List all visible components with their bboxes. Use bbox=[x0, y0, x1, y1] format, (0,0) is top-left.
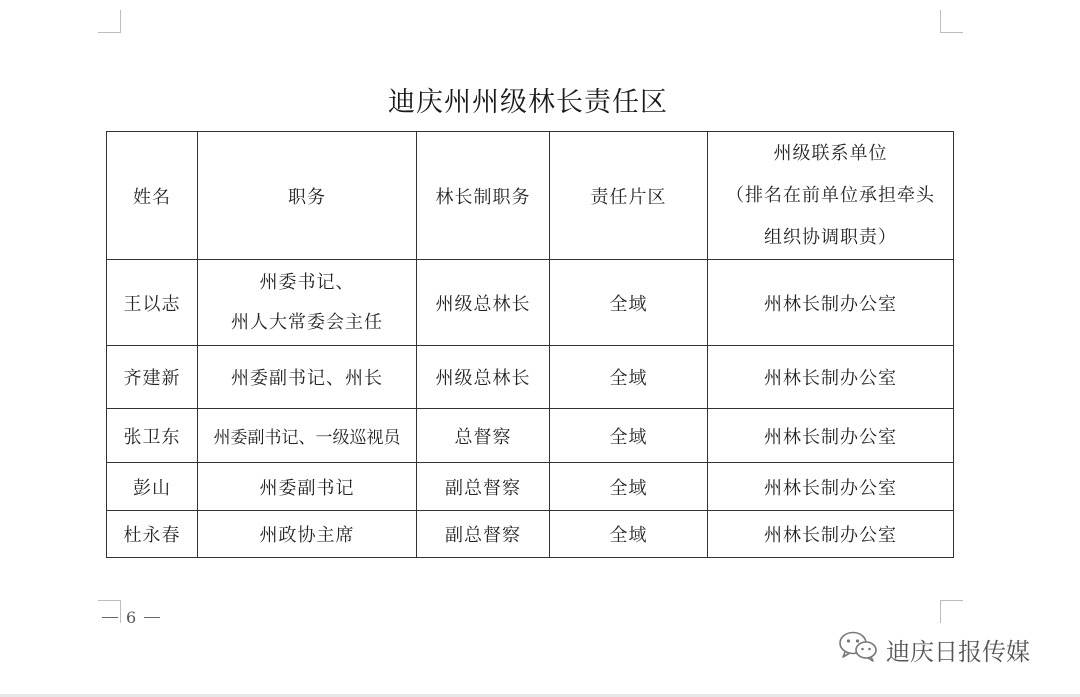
cell-area: 全域 bbox=[550, 409, 708, 463]
responsibility-table bbox=[106, 131, 954, 558]
table-row bbox=[107, 511, 954, 558]
cell-name: 齐建新 bbox=[107, 346, 198, 409]
cell-liaison: 州林长制办公室 bbox=[708, 511, 954, 558]
header-position: 职务 bbox=[198, 132, 417, 260]
cell-position-line1: 州委书记、 bbox=[259, 271, 355, 293]
cell-area: 全域 bbox=[550, 346, 708, 409]
cell-role: 副总督察 bbox=[417, 463, 550, 511]
page-number-dash-right bbox=[144, 617, 160, 618]
cell-position: 州政协主席 bbox=[198, 511, 417, 558]
header-liaison-line3: 组织协调职责） bbox=[764, 226, 897, 248]
crop-mark-top-right bbox=[940, 10, 963, 33]
cell-role: 副总督察 bbox=[417, 511, 550, 558]
header-area: 责任片区 bbox=[550, 132, 708, 260]
cell-name: 杜永春 bbox=[107, 511, 198, 558]
header-liaison-line2: （排名在前单位承担牵头 bbox=[726, 184, 935, 206]
table-row bbox=[107, 409, 954, 463]
cell-role: 州级总林长 bbox=[417, 346, 550, 409]
cell-name: 王以志 bbox=[107, 260, 198, 346]
cell-liaison: 州林长制办公室 bbox=[708, 260, 954, 346]
header-liaison-line1: 州级联系单位 bbox=[773, 142, 888, 164]
page-number bbox=[102, 608, 160, 627]
wechat-icon bbox=[838, 630, 878, 668]
page-number-dash-left bbox=[102, 617, 118, 618]
cell-area: 全域 bbox=[550, 260, 708, 346]
crop-mark-bottom-right bbox=[940, 600, 963, 623]
page-number-value: 6 bbox=[126, 608, 137, 627]
table-row bbox=[107, 346, 954, 409]
table-row bbox=[107, 463, 954, 511]
cell-position: 州委副书记、一级巡视员 bbox=[198, 409, 417, 463]
header-forest-chief-role: 林长制职务 bbox=[417, 132, 550, 260]
cell-position: 州委副书记 bbox=[198, 463, 417, 511]
cell-name: 张卫东 bbox=[107, 409, 198, 463]
watermark-text: 迪庆日报传媒 bbox=[886, 637, 1030, 666]
cell-liaison: 州林长制办公室 bbox=[708, 346, 954, 409]
page-title: 迪庆州州级林长责任区 bbox=[388, 87, 668, 118]
header-name: 姓名 bbox=[107, 132, 198, 260]
cell-area: 全域 bbox=[550, 463, 708, 511]
table-row bbox=[107, 260, 954, 346]
cell-name: 彭山 bbox=[107, 463, 198, 511]
cell-position-line2: 州人大常委会主任 bbox=[231, 311, 383, 333]
cell-position bbox=[198, 260, 417, 346]
cell-liaison: 州林长制办公室 bbox=[708, 409, 954, 463]
cell-role: 总督察 bbox=[417, 409, 550, 463]
table-header-row bbox=[107, 132, 954, 260]
header-liaison bbox=[708, 132, 954, 260]
crop-mark-top-left bbox=[98, 10, 121, 33]
cell-liaison: 州林长制办公室 bbox=[708, 463, 954, 511]
cell-position: 州委副书记、州长 bbox=[198, 346, 417, 409]
watermark bbox=[838, 630, 1030, 668]
cell-role: 州级总林长 bbox=[417, 260, 550, 346]
cell-area: 全域 bbox=[550, 511, 708, 558]
